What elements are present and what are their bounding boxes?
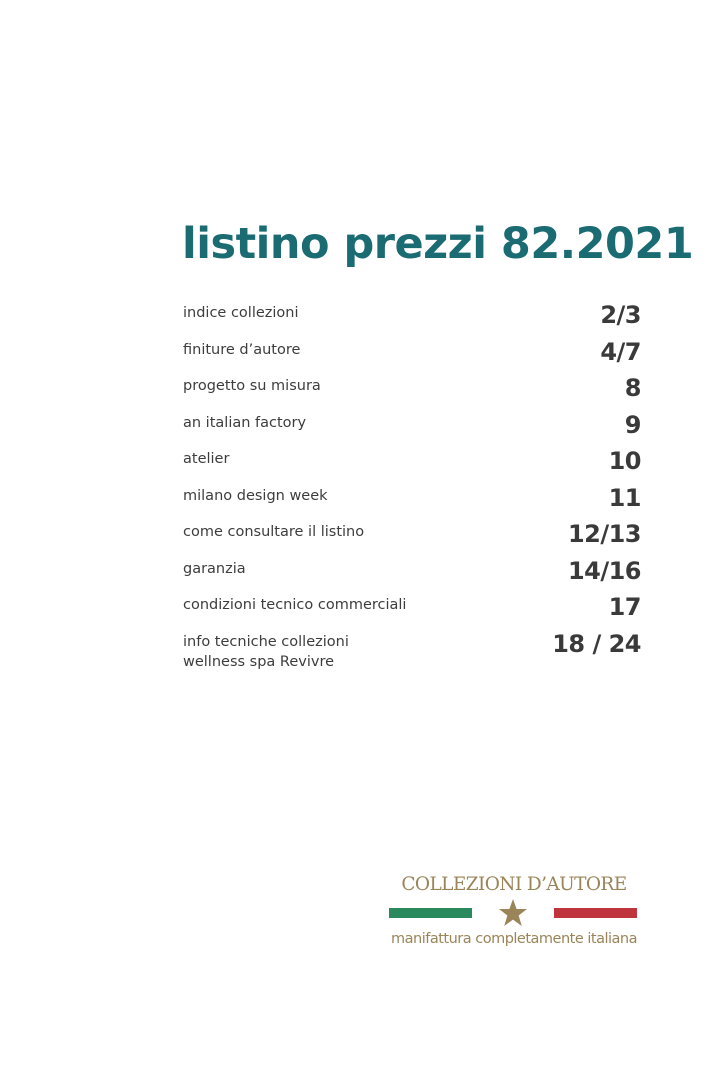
toc-page-number: 18 / 24 <box>552 629 641 658</box>
flag-stripe-green <box>389 908 472 918</box>
page-title: listino prezzi 82.2021 <box>182 219 694 269</box>
toc-section-label: finiture d’autore <box>183 341 301 358</box>
star-icon <box>498 898 528 928</box>
toc-page-number: 12/13 <box>567 520 641 548</box>
toc-row[interactable] <box>183 442 641 479</box>
toc-row[interactable] <box>183 406 641 443</box>
flag-stripe-red <box>554 908 637 918</box>
toc-row[interactable] <box>183 479 641 516</box>
toc-page-number: 10 <box>608 447 641 475</box>
toc-row[interactable] <box>183 588 641 625</box>
toc-section-label: an italian factory <box>183 414 307 431</box>
toc-row[interactable] <box>183 515 641 552</box>
table-of-contents <box>183 296 641 677</box>
toc-row[interactable] <box>183 552 641 589</box>
toc-page-number: 2/3 <box>600 301 641 329</box>
toc-row[interactable] <box>183 625 641 677</box>
toc-row[interactable] <box>183 333 641 370</box>
toc-section-label: progetto su misura <box>183 378 321 394</box>
toc-row[interactable] <box>183 296 641 333</box>
toc-page-number: 17 <box>608 593 641 621</box>
toc-section-label: indice collezioni <box>183 305 299 321</box>
toc-section-label: atelier <box>183 451 230 467</box>
brand-name: COLLEZIONI D’AUTORE <box>401 874 627 895</box>
toc-page-number: 11 <box>608 483 641 512</box>
toc-row[interactable] <box>183 369 641 406</box>
toc-section-label: milano design week <box>183 487 328 504</box>
toc-section-label: come consultare il listino <box>183 524 365 540</box>
brand-tagline: manifattura completamente italiana <box>391 931 637 947</box>
toc-section-label: condizioni tecnico commerciali <box>183 597 407 613</box>
toc-section-label: garanzia <box>183 560 246 577</box>
toc-page-number: 4/7 <box>600 337 641 366</box>
toc-page-number: 14/16 <box>567 556 641 585</box>
toc-page-number: 9 <box>624 410 641 439</box>
toc-page-number: 8 <box>624 374 641 402</box>
toc-section-label: info tecniche collezioni wellness spa Revivre <box>183 633 349 670</box>
brand-logo <box>389 872 639 952</box>
